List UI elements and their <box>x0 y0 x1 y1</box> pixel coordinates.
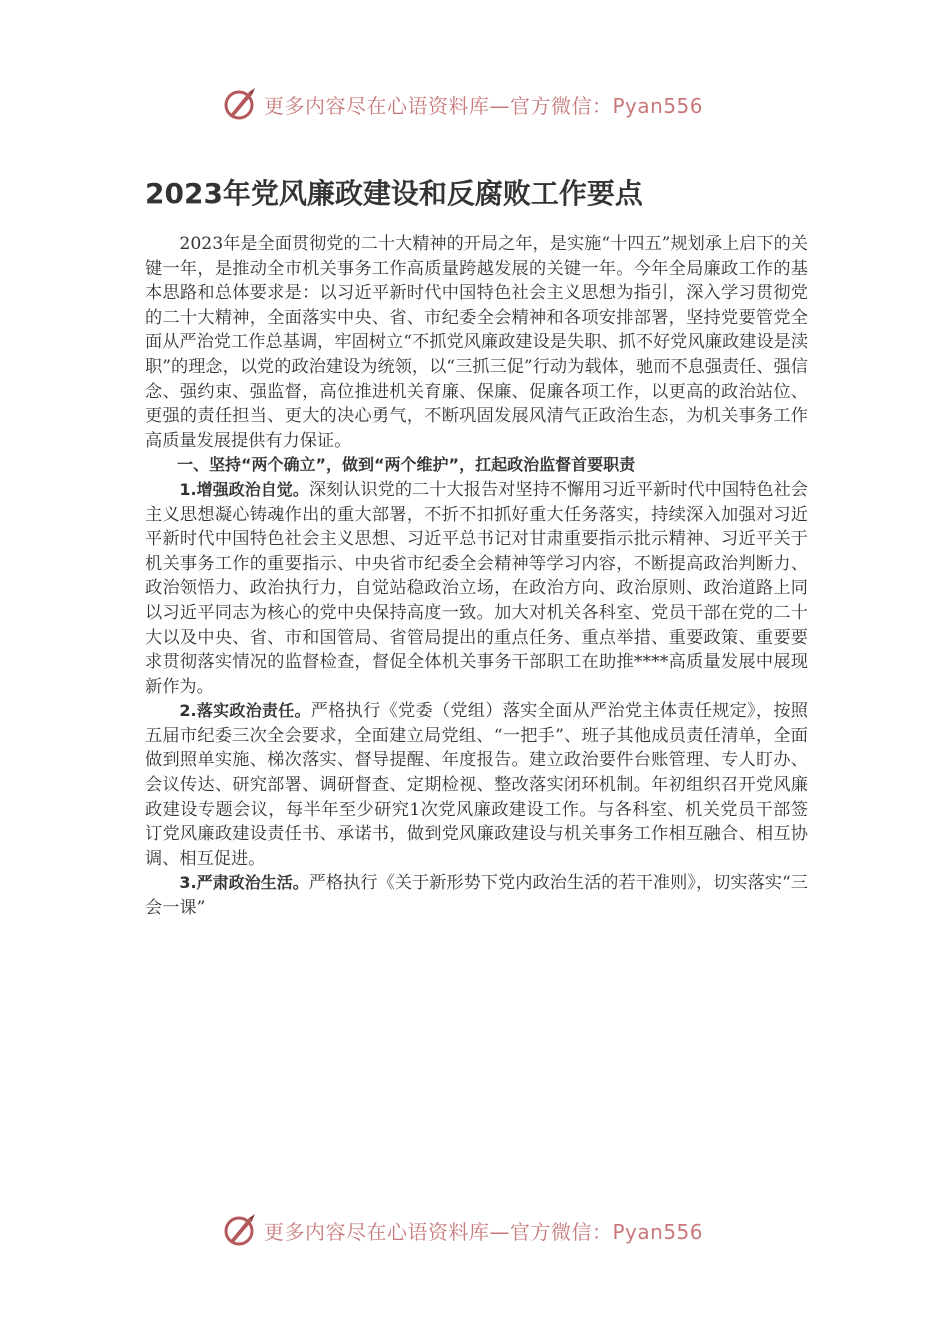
quill-circle-logo-icon <box>222 1212 258 1248</box>
document-body <box>145 232 808 921</box>
item-text: 严格执行《党委（党组）落实全面从严治党主体责任规定》，按照五届市纪委三次全会要求，全面建立局党组、“一把手”、班子其他成员责任清单，全面做到照单实施、梯次落实、督导提醒、年度报告。建立政治要件台账管理、专人盯办、会议传达、研究部署、调研督查、定期检视、整改落实闭环机制。年初组织召开党风廉政建设专题会议，每半年至少研究1次党风廉政建设工作。与各科室、机关党员干部签订党风廉政建设责任书、承诺书，做到党风廉政建设与机关事务工作相互融合、相互协调、相互促进。 <box>145 701 808 869</box>
banner-text: 更多内容尽在心语资料库—官方微信：Pyan556 <box>264 93 704 118</box>
quill-circle-logo-icon <box>222 86 258 122</box>
footer-watermark-banner <box>222 1208 742 1252</box>
item-text: 严格执行《关于新形势下党内政治生活的若干准则》，切实落实“三会一课” <box>145 873 808 919</box>
item-lead: 1.增强政治自觉。 <box>179 479 309 499</box>
section-heading: 一、坚持“两个确立”，做到“两个维护”，扛起政治监督首要职责 <box>177 455 636 475</box>
list-item <box>145 478 808 699</box>
item-text: 深刻认识党的二十大报告对坚持不懈用习近平新时代中国特色社会主义思想凝心铸魂作出的重大部署，不折不扣抓好重大任务落实，持续深入加强对习近平新时代中国特色社会主义思想、习近平总书记对甘肃重要指示批示精神、习近平关于机关事务工作的重要指示、中央省市纪委全会精神等学习内容，不断提高政治判断力、政治领悟力、政治执行力，自觉站稳政治立场，在政治方向、政治原则、政治道路上同以习近平同志为核心的党中央保持高度一致。加大对机关各科室、党员干部在党的二十大以及中央、省、市和国管局、省管局提出的重点任务、重点举措、重要政策、重要要求贯彻落实情况的监督检查，督促全体机关事务干部职工在助推****高质量发展中展现新作为。 <box>145 479 808 697</box>
list-item <box>145 871 808 920</box>
list-item <box>145 699 808 871</box>
item-lead: 2.落实政治责任。 <box>179 701 311 721</box>
intro-paragraph: 2023年是全面贯彻党的二十大精神的开局之年，是实施“十四五”规划承上启下的关键一年，是推动全市机关事务工作高质量跨越发展的关键一年。今年全局廉政工作的基本思路和总体要求是：以习近平新时代中国特色社会主义思想为指引，深入学习贯彻党的二十大精神，全面落实中央、省、市纪委全会精神和各项安排部署，坚持党要管党全面从严治党工作总基调，牢固树立“不抓党风廉政建设是失职、抓不好党风廉政建设是渎职”的理念，以党的政治建设为统领，以“三抓三促”行动为载体，驰而不息强责任、强信念、强约束、强监督，高位推进机关育廉、保廉、促廉各项工作，以更高的政治站位、更强的责任担当、更大的决心勇气，不断巩固发展风清气正政治生态，为机关事务工作高质量发展提供有力保证。 <box>145 234 808 451</box>
header-watermark-banner <box>222 82 742 126</box>
banner-text: 更多内容尽在心语资料库—官方微信：Pyan556 <box>264 1219 704 1244</box>
document-title: 2023年党风廉政建设和反腐败工作要点 <box>145 177 643 210</box>
item-lead: 3.严肃政治生活。 <box>179 873 309 893</box>
